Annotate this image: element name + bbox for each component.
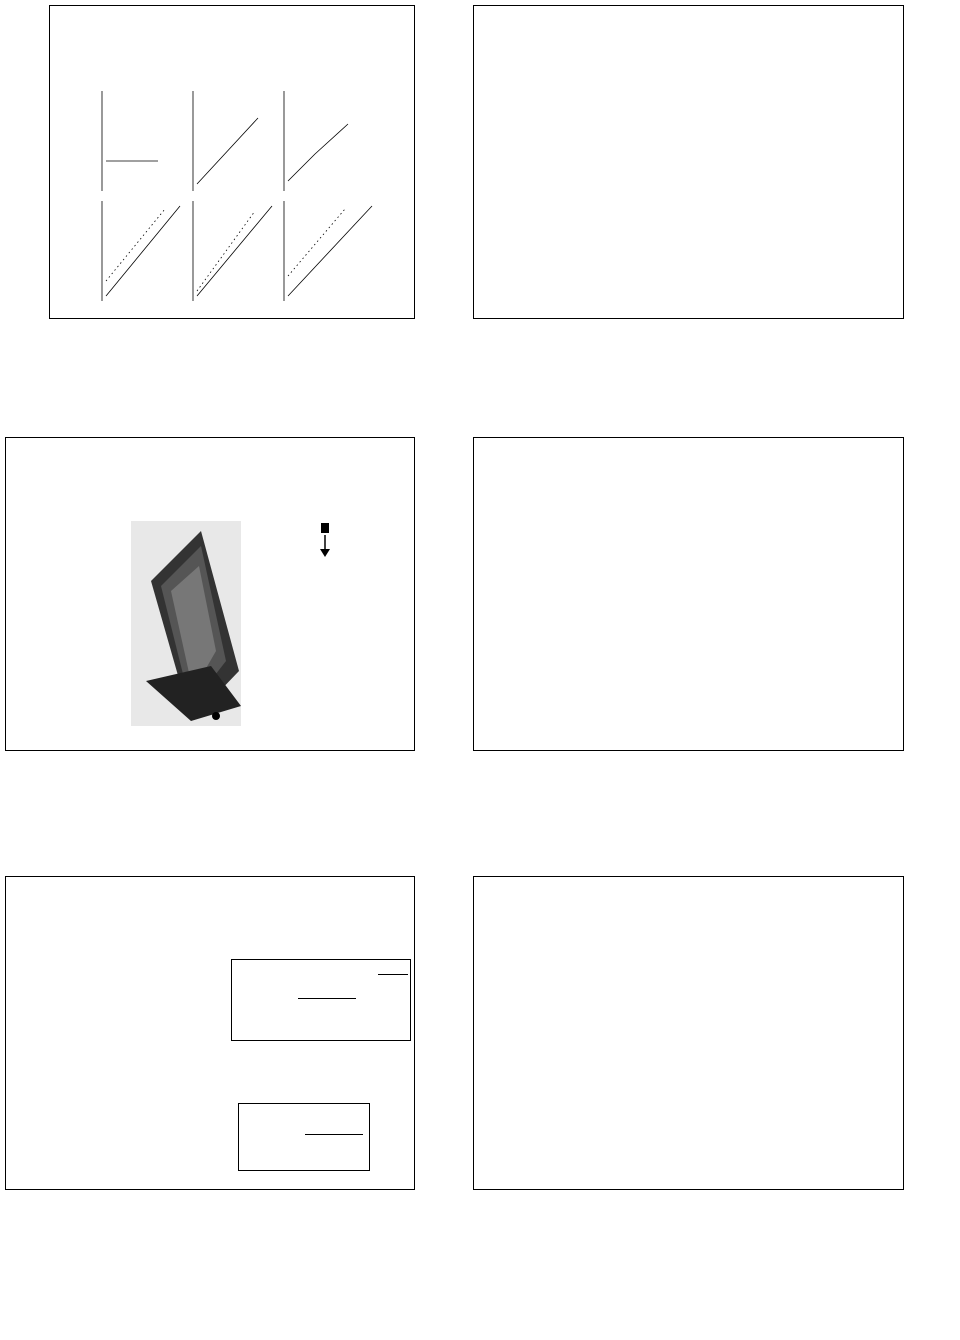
- density-formula: [231, 959, 411, 1041]
- slide-normal-distribution: [5, 876, 415, 1190]
- slide-systematic-errors: [49, 5, 415, 319]
- slide-modeling: [473, 437, 904, 751]
- ymax-formula: [238, 1103, 370, 1171]
- slide-random-errors: [473, 5, 904, 319]
- slide-galton-board: [5, 437, 415, 751]
- slide-point-estimation: [473, 876, 904, 1190]
- galton-board-photo: [131, 521, 241, 726]
- normal-curve-chart: [18, 977, 223, 1187]
- systematic-error-charts: [50, 6, 415, 319]
- galton-peg-diagram: [246, 521, 406, 751]
